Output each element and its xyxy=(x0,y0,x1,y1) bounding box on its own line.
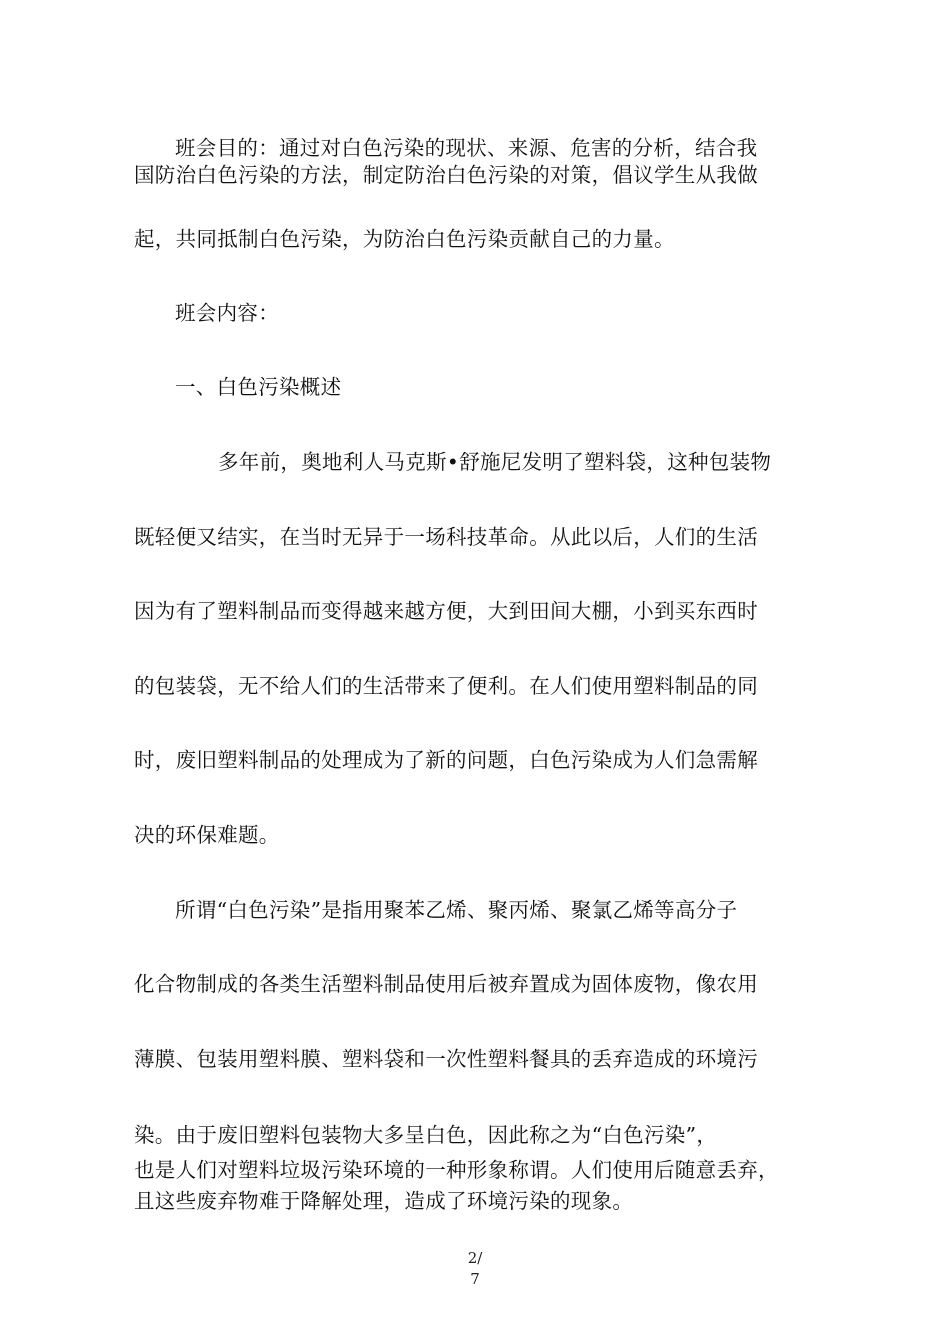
text-line-8: 因为有了塑料制品而变得越来越方便，大到田间大棚，小到买东西时 xyxy=(134,599,758,623)
text-line-14: 薄膜、包装用塑料膜、塑料袋和一次性塑料餐具的丢弃造成的环境污 xyxy=(134,1047,758,1071)
text-line-12: 所谓“白色污染”是指用聚苯乙烯、聚丙烯、聚氯乙烯等高分子 xyxy=(175,898,738,922)
text-line-17: 且这些废弃物难于降解处理，造成了环境污染的现象。 xyxy=(134,1189,634,1213)
text-line-6: 多年前，奥地利人马克斯•舒施尼发明了塑料袋，这种包装物 xyxy=(218,450,772,474)
text-line-3: 起，共同抵制白色污染，为防治白色污染贡献自己的力量。 xyxy=(134,227,675,251)
text-line-2: 国防治白色污染的方法，制定防治白色污染的对策，倡议学生从我做 xyxy=(134,163,758,187)
text-line-15: 染。由于废旧塑料包装物大多呈白色，因此称之为“白色污染”， xyxy=(134,1123,718,1147)
text-line-1: 班会目的：通过对白色污染的现状、来源、危害的分析，结合我 xyxy=(175,136,758,160)
text-line-10: 时，废旧塑料制品的处理成为了新的问题，白色污染成为人们急需解 xyxy=(134,748,758,772)
text-line-7: 既轻便又结实，在当时无异于一场科技革命。从此以后，人们的生活 xyxy=(134,525,758,549)
page-number-top: 2/ xyxy=(467,1249,483,1267)
text-line-16: 也是人们对塑料垃圾污染环境的一种形象称谓。人们使用后随意丢弃， xyxy=(134,1158,779,1182)
section-label: 班会内容： xyxy=(175,301,279,325)
section-heading: 一、白色污染概述 xyxy=(175,375,342,399)
text-line-9: 的包装袋，无不给人们的生活带来了便利。在人们使用塑料制品的同 xyxy=(134,674,758,698)
page-number-bottom: 7 xyxy=(470,1270,480,1288)
text-line-13: 化合物制成的各类生活塑料制品使用后被弃置成为固体废物，像农用 xyxy=(134,972,758,996)
text-line-11: 决的环保难题。 xyxy=(134,823,280,847)
